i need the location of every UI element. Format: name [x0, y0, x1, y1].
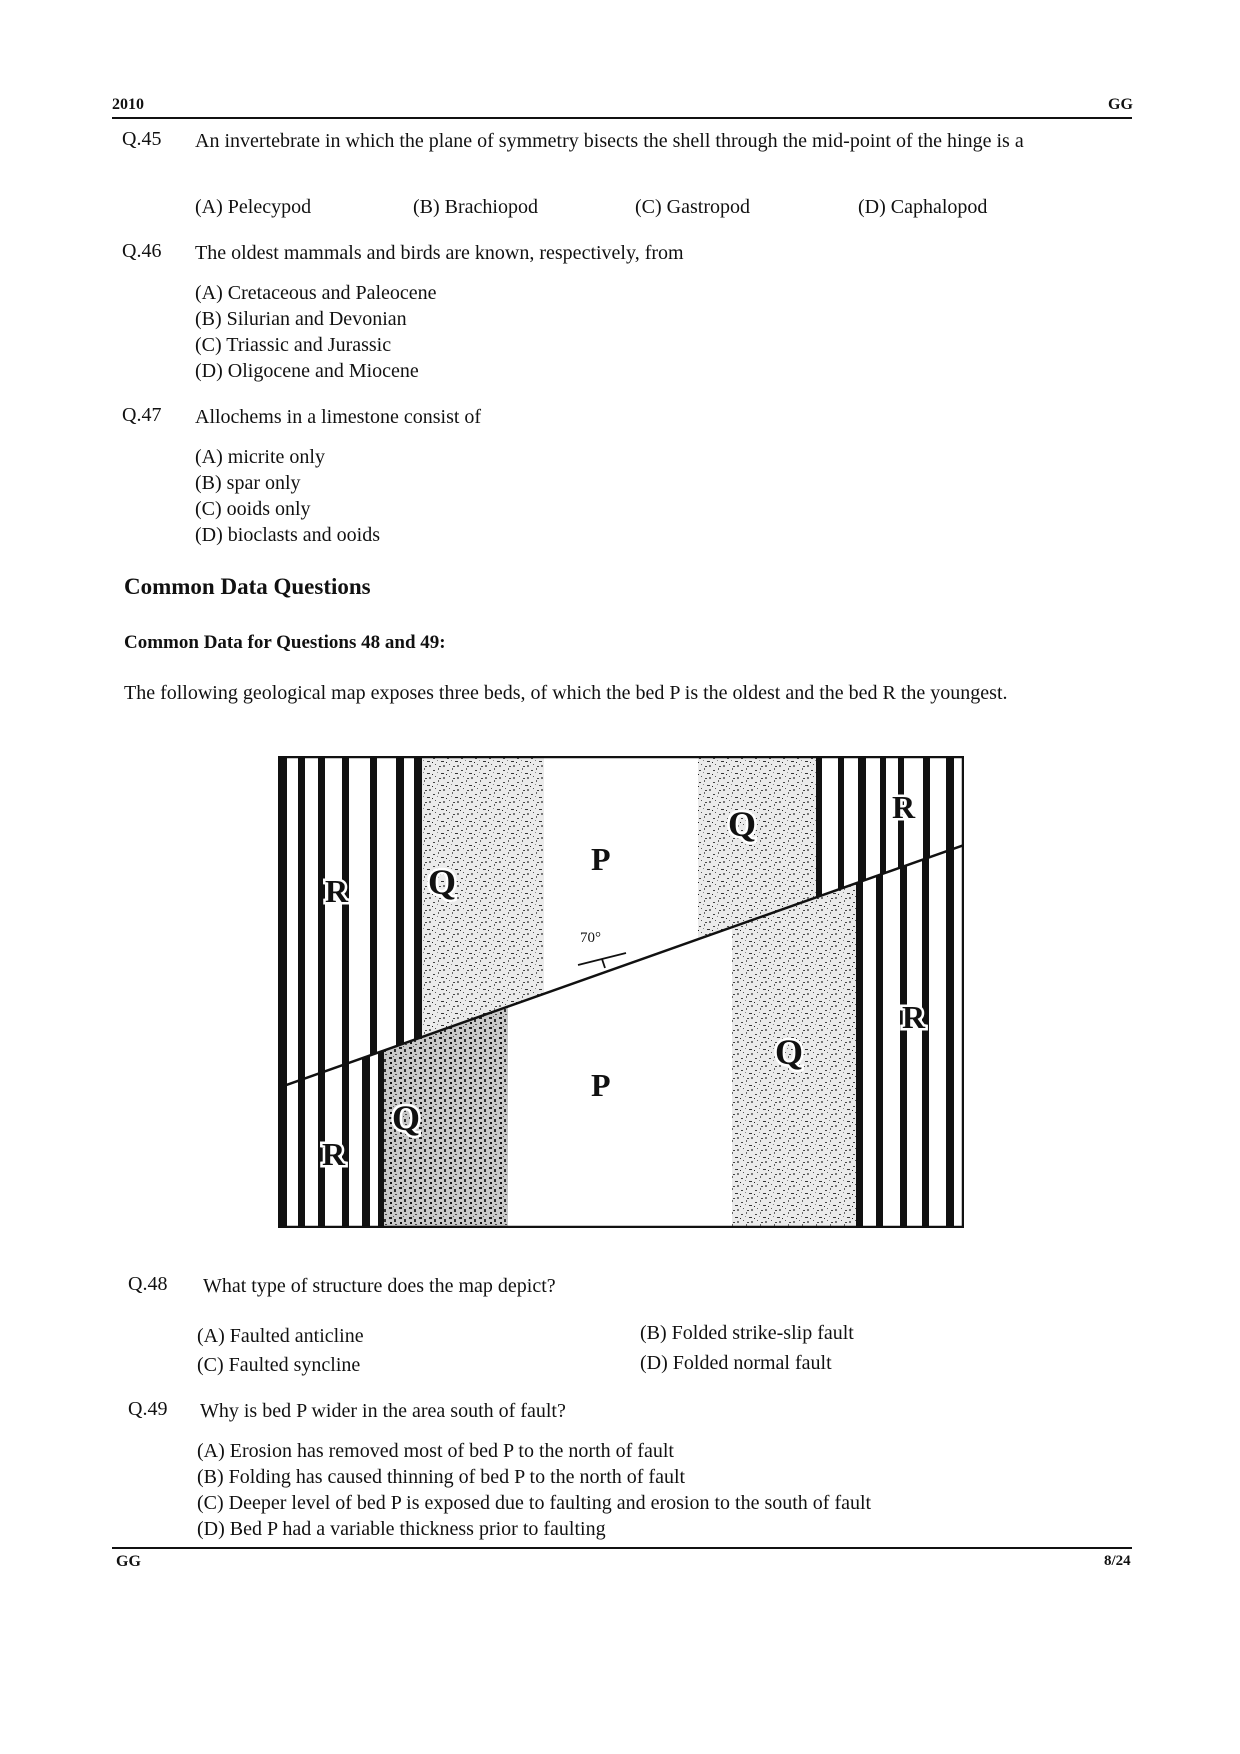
page-number: 8/24 [1104, 1553, 1131, 1569]
question-number: Q.45 [122, 128, 162, 150]
option-b: (B) Folded strike-slip fault [640, 1322, 854, 1344]
bed-label-r: R [322, 1136, 346, 1172]
option-d: (D) Caphalopod [858, 196, 988, 218]
question-number: Q.48 [128, 1273, 168, 1295]
option-c: (C) Deeper level of bed P is exposed due to faulting and erosion to the south of fault [197, 1492, 872, 1514]
bed-label-q: Q [728, 804, 757, 844]
common-data-subtitle: Common Data for Questions 48 and 49: [124, 632, 446, 653]
option-c: (C) Faulted syncline [197, 1354, 361, 1376]
question-text: What type of structure does the map depict? [203, 1275, 556, 1297]
question-number: Q.49 [128, 1398, 168, 1420]
header-paper-code: GG [1108, 96, 1133, 113]
question-text: Why is bed P wider in the area south of fault? [200, 1400, 566, 1422]
option-b: (B) Silurian and Devonian [195, 308, 407, 330]
footer-rule [112, 1547, 1132, 1549]
question-text: An invertebrate in which the plane of symmetry bisects the shell through the mid-point of the hinge is a [195, 130, 1024, 152]
option-a: (A) Faulted anticline [197, 1325, 364, 1347]
bed-label-r: R [902, 999, 926, 1035]
option-b: (B) Folding has caused thinning of bed P to the north of fault [197, 1466, 686, 1488]
option-c: (C) Triassic and Jurassic [195, 334, 392, 356]
section-title: Common Data Questions [124, 574, 371, 599]
option-d: (D) bioclasts and ooids [195, 524, 380, 546]
bed-label-q: Q [392, 1098, 421, 1138]
option-d: (D) Oligocene and Miocene [195, 360, 419, 382]
option-a: (A) Erosion has removed most of bed P to the north of fault [197, 1440, 674, 1462]
option-b: (B) Brachiopod [413, 196, 538, 218]
common-data-paragraph: The following geological map exposes three beds, of which the bed P is the oldest and the bed R the youngest. [124, 682, 1008, 704]
question-number: Q.47 [122, 404, 162, 426]
geological-map [278, 756, 964, 1228]
bed-label-p: P [591, 1067, 611, 1103]
bed-label-r: R [892, 789, 916, 825]
question-text: The oldest mammals and birds are known, respectively, from [195, 242, 684, 264]
question-number: Q.46 [122, 240, 162, 262]
bed-label-p: P [591, 841, 611, 877]
header-year: 2010 [112, 96, 144, 113]
option-a: (A) Pelecypod [195, 196, 312, 218]
header-rule [112, 117, 1132, 119]
question-text: Allochems in a limestone consist of [195, 406, 482, 428]
bed-label-r: R [325, 873, 349, 909]
option-d: (D) Bed P had a variable thickness prior to faulting [197, 1518, 606, 1540]
option-c: (C) Gastropod [635, 196, 750, 218]
option-a: (A) Cretaceous and Paleocene [195, 282, 437, 304]
option-a: (A) micrite only [195, 446, 325, 468]
footer-paper-code: GG [116, 1553, 141, 1570]
option-b: (B) spar only [195, 472, 301, 494]
option-d: (D) Folded normal fault [640, 1352, 832, 1374]
option-c: (C) ooids only [195, 498, 311, 520]
bed-label-q: Q [775, 1032, 804, 1072]
bed-label-q: Q [428, 862, 457, 902]
dip-angle-label: 70° [580, 930, 601, 946]
